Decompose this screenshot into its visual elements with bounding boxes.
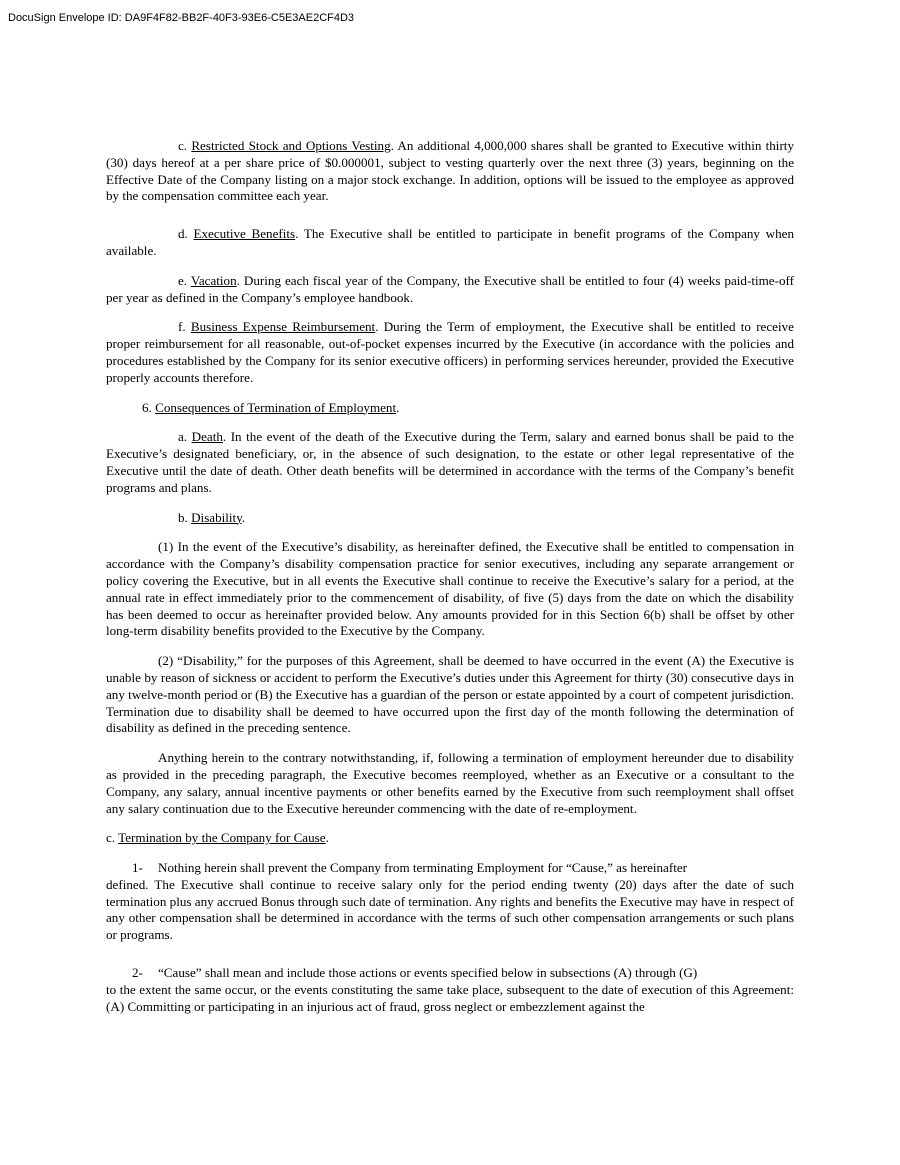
paragraph-cause-1: 1- Nothing herein shall prevent the Company from terminating Employment for “Cause,” as hereinafter defined. The Executive shall continue to receive salary only for the period ending twenty (20) days after the date of such termination plus any accrued Bonus through such date of termination. Any rights and benefits the Executive may have in respect of any other compensation shall be determined in accordance with the terms of such other compensation arrangements or such plans or programs. (106, 860, 794, 943)
cause-1-number: 1- (132, 860, 143, 876)
paragraph-vacation: e. Vacation. During each fiscal year of the Company, the Executive shall be entitled to four (4) weeks paid-time-off per year as defined in the Company’s employee handbook. (106, 272, 794, 305)
heading-consequences-termination: Consequences of Termination of Employment (155, 399, 397, 415)
paragraph-anything-herein: Anything herein to the contrary notwithstanding, if, following a termination of employment hereunder due to disability as provided in the preceding paragraph, the Executive becomes reemployed, whether as an Executive or a consultant to the Company, any salary, annual incentive payments or other benefits earned by the Executive from such reemployment shall offset any salary continuation due to the Executive hereunder commencing with the date of re-employment. (106, 750, 794, 816)
paragraph-death: a. Death. In the event of the death of the Executive during the Term, salary and earned bonus shall be paid to the Executive’s designated beneficiary, or, in the absence of such designation, to the estate or other legal representative of the Executive until the date of death. Other death benefits will be determined in accordance with the terms of the Company’s benefit programs and plans. (106, 429, 794, 495)
heading-vacation: Vacation (190, 272, 237, 288)
heading-termination-for-cause: Termination by the Company for Cause (118, 830, 326, 846)
paragraph-cause-heading: c. Termination by the Company for Cause. (106, 830, 329, 846)
heading-expense-reimbursement: Business Expense Reimbursement (190, 319, 376, 335)
heading-disability: Disability (191, 509, 242, 525)
paragraph-restricted-stock: c. Restricted Stock and Options Vesting. An additional 4,000,000 shares shall be granted to Executive within thirty (30) days hereof at a per share price of $0.000001, subject to vesting quarterly over the next three (3) years, beginning on the Effective Date of the Company listing on a major stock exchange. In addition, options will be issued to the employee as approved by the compensation committee each year. (106, 138, 794, 204)
heading-restricted-stock: Restricted Stock and Options Vesting (191, 138, 391, 153)
paragraph-cause-2: 2- “Cause” shall mean and include those actions or events specified below in subsections (A) through (G) to the extent the same occur, or the events constituting the same take place, subsequent to the date of execution of this Agreement: (A) Committing or participating in an injurious act of fraud, gross neglect or embezzlement against the (106, 965, 794, 1014)
heading-death: Death (191, 429, 223, 445)
paragraph-disability-1: (1) In the event of the Executive’s disability, as hereinafter defined, the Executive shall be entitled to compensation in accordance with the Company’s disability compensation practice for senior executives, including any separate arrangement or policy covering the Executive, but in all events the Executive shall continue to receive the Executive’s salary for a period, at the annual rate in effect immediately prior to the commencement of disability, of five (5) days from the date on which the disability has been deemed to occur as hereinafter provided below. Any amounts provided for in this Section 6(b) shall be offset by other long-term disability benefits provided to the Executive by the Company. (106, 539, 794, 639)
document-page (106, 138, 794, 1015)
paragraph-disability-heading: b. Disability. (178, 509, 246, 525)
section-6-heading: 6. Consequences of Termination of Employment. (142, 399, 400, 415)
paragraph-executive-benefits: d. Executive Benefits. The Executive shall be entitled to participate in benefit programs of the Company when available. (106, 226, 794, 258)
heading-executive-benefits: Executive Benefits (193, 226, 296, 242)
paragraph-disability-2: (2) “Disability,” for the purposes of this Agreement, shall be deemed to have occurred in the event (A) the Executive is unable by reason of sickness or accident to perform the Executive’s duties under this Agreement for thirty (30) consecutive days in any twelve-month period or (B) the Executive has a guardian of the person or estate appointed by a court of competent jurisdiction. Termination due to disability shall be deemed to have occurred upon the first day of the month following the determination of disability as defined in the preceding sentence. (106, 653, 794, 736)
envelope-id-header: DocuSign Envelope ID: DA9F4F82-BB2F-40F3-93E6-C5E3AE2CF4D3 (8, 12, 355, 24)
cause-2-number: 2- (132, 965, 143, 981)
paragraph-expense-reimbursement: f. Business Expense Reimbursement. During the Term of employment, the Executive shall be entitled to receive proper reimbursement for all reasonable, out-of-pocket expenses incurred by the Executive (in accordance with the policies and procedures established by the Company for its senior executive officers) in performing services hereunder, provided the Executive properly accounts therefore. (106, 319, 794, 385)
